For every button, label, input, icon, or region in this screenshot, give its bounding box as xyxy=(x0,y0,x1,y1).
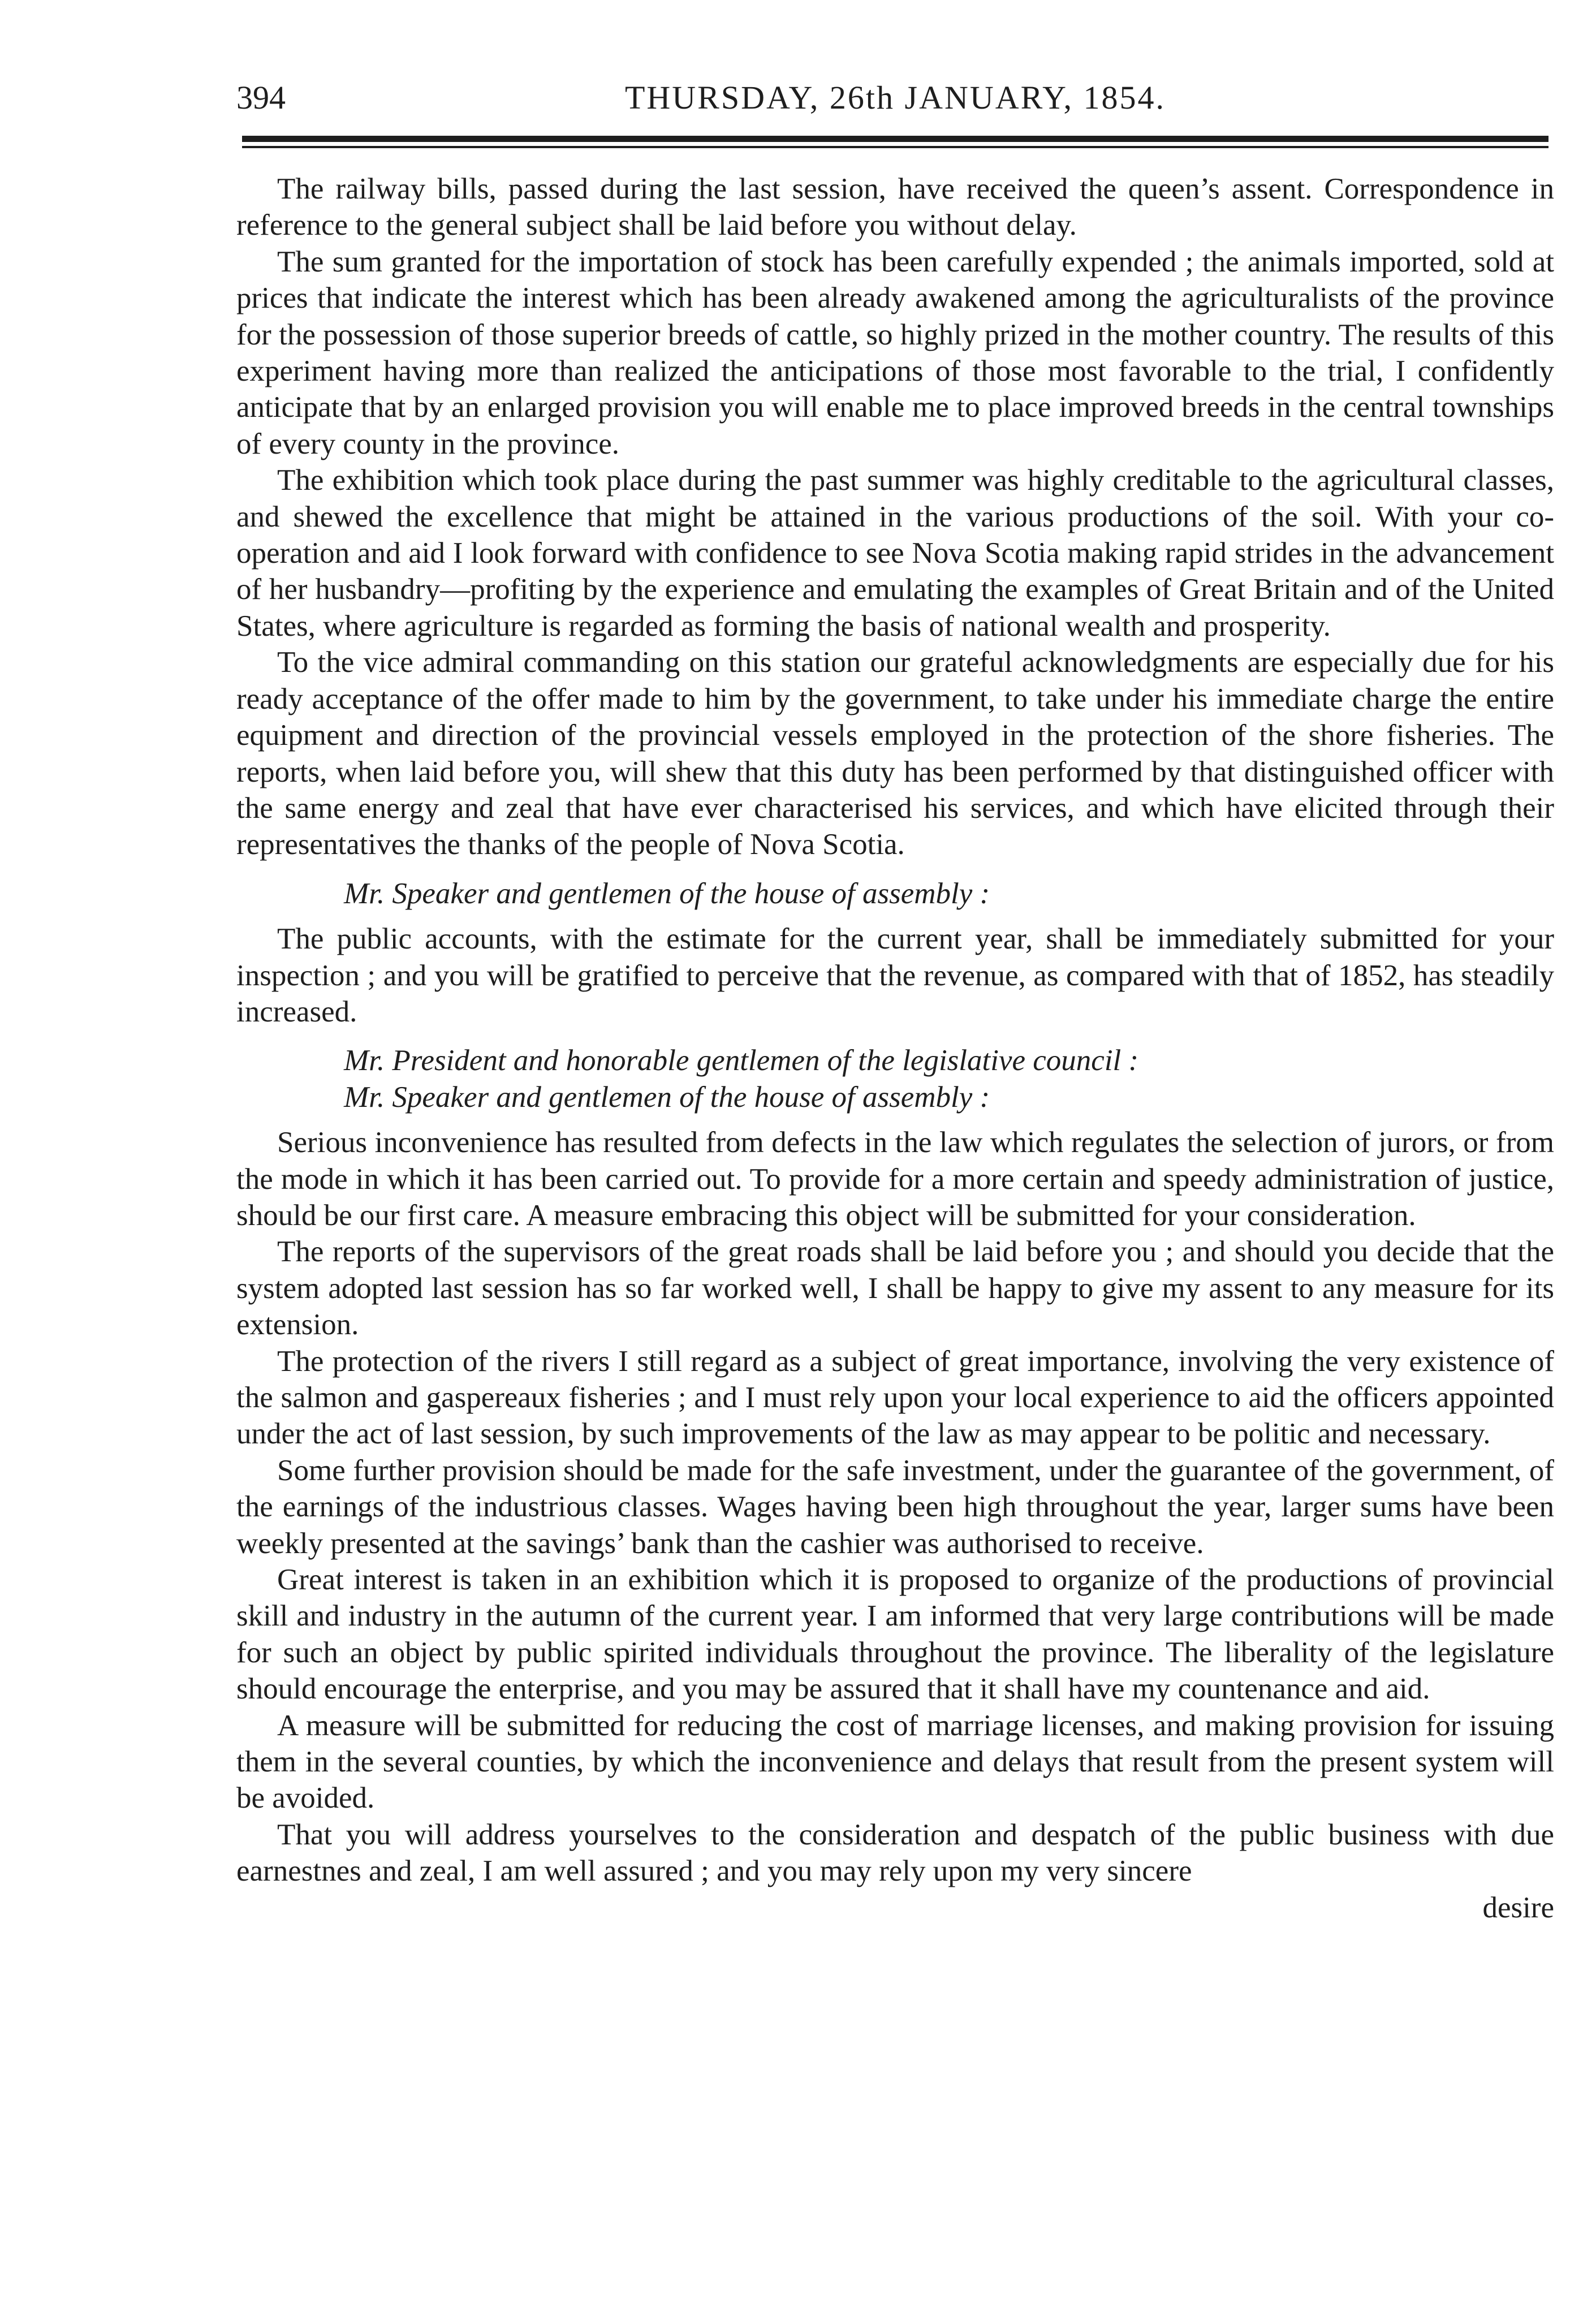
paragraph-jurors: Serious inconvenience has resulted from defects in the law which regulates the selection of jurors, or from the mode in which it has been carried out. To provide for a more certain and speedy administration of justice, should be our first care. A measure embracing this object will be submitted for your consideration. xyxy=(236,1126,1554,1232)
paragraph-provincial-exhibition: Great interest is taken in an exhibition which it is proposed to organize of the productions of provincial skill and industry in the autumn of the current year. I am informed that very large contributions will be made for such an object by public spirited individuals throughout the province. The liberality of the legislature should encourage the enterprise, and you may be assured that it shall have my countenance and aid. xyxy=(236,1563,1554,1706)
paragraph-public-accounts: The public accounts, with the estimate for the current year, shall be immediately submitted for your inspection ; and you will be gratified to perceive that the revenue, as compared with that of 1852, has steadily increased. xyxy=(236,922,1554,1028)
body-text xyxy=(236,171,1554,1926)
paragraph-vice-admiral: To the vice admiral commanding on this station our grateful acknowledgments are especially due for his ready acceptance of the offer made to him by the government, to take under his immediate charge the entire equipment and direction of the provincial vessels employed in the protection of the shore fisheries. The reports, when laid before you, will shew that this duty has been performed by that distinguished officer with the same energy and zeal that have ever characterised his services, and which have elicited through their representatives the thanks of the people of Nova Scotia. xyxy=(236,646,1554,861)
paragraph-exhibition: The exhibition which took place during the past summer was highly creditable to the agricultural classes, and shewed the excellence that might be attained in the various productions of the soil. With your co-operation and aid I look forward with confidence to see Nova Scotia making rapid strides in the advancement of her husbandry—profiting by the experience and emulating the examples of Great Britain and of the United States, where agriculture is regarded as forming the basis of national wealth and prosperity. xyxy=(236,464,1554,643)
address-president: Mr. President and honorable gentlemen of the legislative council : xyxy=(344,1044,1139,1077)
catchword: desire xyxy=(1482,1891,1554,1924)
page-header xyxy=(236,67,1554,129)
paragraph-rivers: The protection of the rivers I still regard as a subject of great importance, involving the very existence of the salmon and gaspereaux fisheries ; and I must rely upon your local experience to aid the officers appointed under the act of last session, by such improvements of the law as may appear to be politic and necessary. xyxy=(236,1344,1554,1451)
paragraph-marriage-licenses: A measure will be submitted for reducing the cost of marriage licenses, and making provision for issuing them in the several counties, by which the inconvenience and delays that result from the present system will be avoided. xyxy=(236,1709,1554,1815)
page-number: 394 xyxy=(236,79,286,116)
address-speaker: Mr. Speaker and gentlemen of the house of assembly : xyxy=(344,877,990,910)
address-speaker-second: Mr. Speaker and gentlemen of the house of assembly : xyxy=(344,1080,990,1114)
running-head: THURSDAY, 26th JANUARY, 1854. xyxy=(624,79,1166,116)
paragraph-railway-bills: The railway bills, passed during the last session, have received the queen’s assent. Correspondence in reference to the general subject shall be laid before you without delay. xyxy=(236,173,1554,242)
paragraph-public-business: That you will address yourselves to the consideration and despatch of the public business with due earnestnes and zeal, I am well assured ; and you may rely upon my very sincere xyxy=(236,1818,1554,1888)
paragraph-savings-bank: Some further provision should be made for the safe investment, under the guarantee of the government, of the earnings of the industrious classes. Wages having been high throughout the year, larger sums have been weekly presented at the savings’ bank than the cashier was authorised to receive. xyxy=(236,1454,1554,1560)
address-block-council-and-assembly xyxy=(236,1030,1554,1124)
paragraph-importation-of-stock: The sum granted for the importation of stock has been carefully expended ; the animals imported, sold at prices that indicate the interest which has been already awakened among the agriculturalists of the province for the possession of those superior breeds of cattle, so highly prized in the mother country. The results of this experiment having more than realized the anticipations of those most favorable to the trial, I confidently anticipate that by an enlarged provision you will enable me to place improved breeds in the central townships of every county in the province. xyxy=(236,245,1554,460)
address-block-assembly xyxy=(236,863,1554,921)
paragraph-great-roads: The reports of the supervisors of the great roads shall be laid before you ; and should you decide that the system adopted last session has so far worked well, I shall be happy to give my assent to any measure for its extension. xyxy=(236,1235,1554,1342)
header-rule-thin xyxy=(242,146,1548,148)
header-rule-thick xyxy=(242,136,1548,142)
